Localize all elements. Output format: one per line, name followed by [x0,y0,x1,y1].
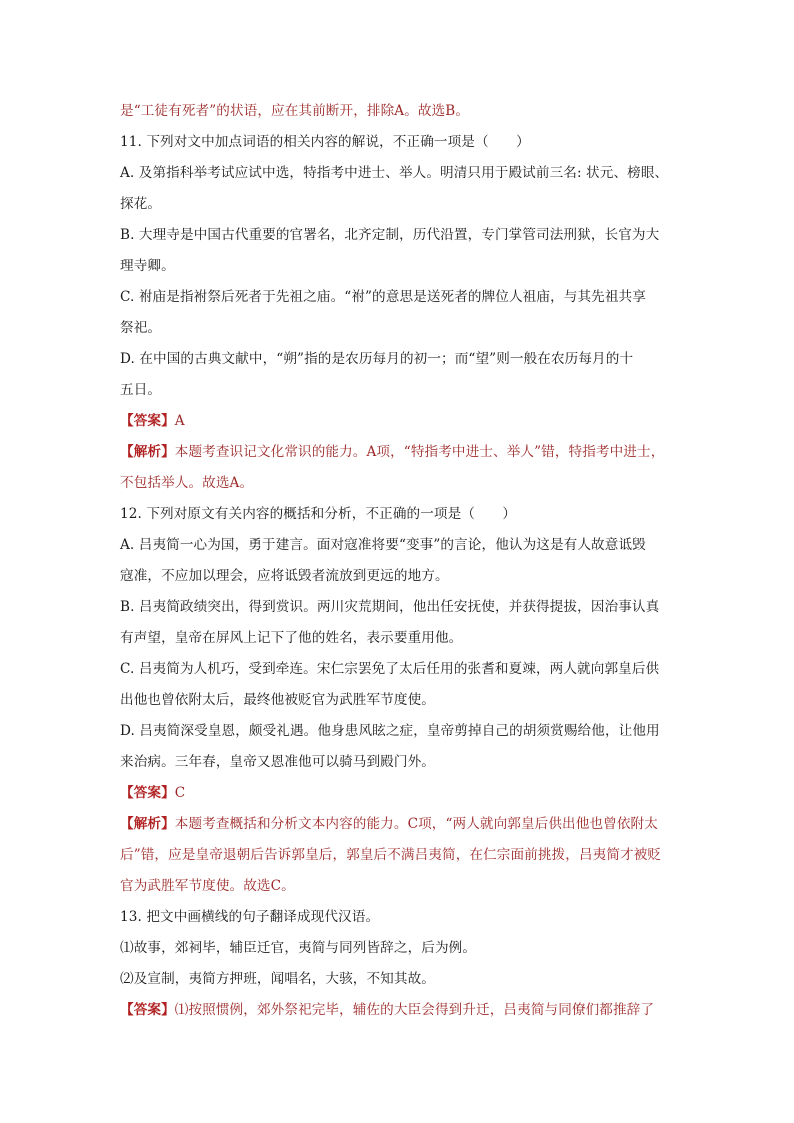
q11-analysis-line1 [120,442,680,462]
q13-answer-line1 [120,1000,680,1020]
q12-answer-tag: 【答案】 [120,785,175,801]
q13-stem: 13. 把文中画横线的句子翻译成现代汉语。 [120,909,380,925]
q11-option-c-line2: 祭祀。 [120,320,162,336]
q12-analysis-tag: 【解析】 [120,816,175,832]
q11-answer-tag: 【答案】 [120,413,175,429]
q11-analysis-line2: 不包括举人。故选A。 [120,475,254,491]
q13-item2: ⑵及宣制，夷简方押班，闻唱名，大骇，不知其故。 [120,971,435,987]
q12-option-d-line1: D. 吕夷简深受皇恩，颇受礼遇。他身患风眩之症，皇帝剪掉自己的胡须赏赐给他，让他用 [120,723,660,739]
q11-option-b-line2: 理寺卿。 [120,258,175,274]
q12-option-a-line2: 寇准，不应加以理会，应将诋毁者流放到更远的地方。 [120,568,449,584]
q12-analysis-line2: 后”错，应是皇帝退朝后告诉郭皇后，郭皇后不满吕夷简，在仁宗面前挑拨，吕夷简才被贬 [120,847,662,863]
q11-option-d-line1: D. 在中国的古典文献中，“朔”指的是农历每月的初一；而“望”则一般在农历每月的十 [120,351,634,367]
q12-stem: 12. 下列对原文有关内容的概括和分析，不正确的一项是（ ） [120,506,517,522]
q11-answer [120,411,680,431]
q11-option-c-line1: C. 祔庙是指袝祭后死者于先祖之庙。“祔”的意思是送死者的牌位人祖庙，与其先祖共享 [120,289,646,305]
q12-option-c-line1: C. 吕夷简为人机巧，受到牵连。宋仁宗罢免了太后任用的张耆和夏竦，两人就向郭皇后供 [120,661,660,677]
q11-option-b-line1: B. 大理寺是中国古代重要的官署名，北齐定制，历代沿置，专门掌管司法刑狱，长官为大 [120,227,660,243]
prev-answer-tail: 是“工徒有死者”的状语，应在其前断开，排除A。故选B。 [120,103,470,119]
q11-stem: 11. 下列对文中加点词语的相关内容的解说，不正确一项是（ ） [120,134,530,150]
q13-item1: ⑴故事，郊祠毕，辅臣迁官，夷简与同列皆辞之，后为例。 [120,940,477,956]
q12-analysis-text1: 本题考查概括和分析文本内容的能力。C项，“两人就向郭皇后供出他也曾依附太 [174,816,658,832]
q13-answer-tag: 【答案】 [120,1002,175,1018]
q12-analysis-line3: 官为武胜军节度使。故选C。 [120,878,295,894]
q11-option-d-line2: 五日。 [120,382,162,398]
q11-answer-value: A [174,413,185,429]
q12-option-c-line2: 出他也曾依附太后，最终他被贬官为武胜军节度使。 [120,692,435,708]
q11-analysis-text1: 本题考查识记文化常识的能力。A项，“特指考中进士、举人”错，特指考中进士， [174,444,665,460]
q11-option-a-line1: A. 及第指科举考试应试中选，特指考中进士、举人。明清只用于殿试前三名: 状元、榜眼、 [120,165,669,181]
document-content [120,101,680,1031]
q12-option-d-line2: 来治病。三年春，皇帝又恩准他可以骑马到殿门外。 [120,754,435,770]
q11-analysis-tag: 【解析】 [120,444,175,460]
q12-option-a-line1: A. 吕夷简一心为国，勇于建言。面对寇准将要“变事”的言论，他认为这是有人故意诋毁 [120,537,646,553]
q12-answer [120,783,680,803]
q11-option-a-line2: 探花。 [120,196,162,212]
q12-analysis-line1 [120,814,680,834]
q12-option-b-line1: B. 吕夷简政绩突出，得到赏识。两川灾荒期间，他出任安抚使，并获得提拔，因治事认真 [120,599,660,615]
q13-answer-text1: ⑴按照惯例，郊外祭祀完毕，辅佐的大臣会得到升迁，吕夷简与同僚们都推辞了 [174,1002,655,1018]
q12-option-b-line2: 有声望，皇帝在屏风上记下了他的姓名，表示要重用他。 [120,630,463,646]
q12-answer-value: C [174,785,186,801]
